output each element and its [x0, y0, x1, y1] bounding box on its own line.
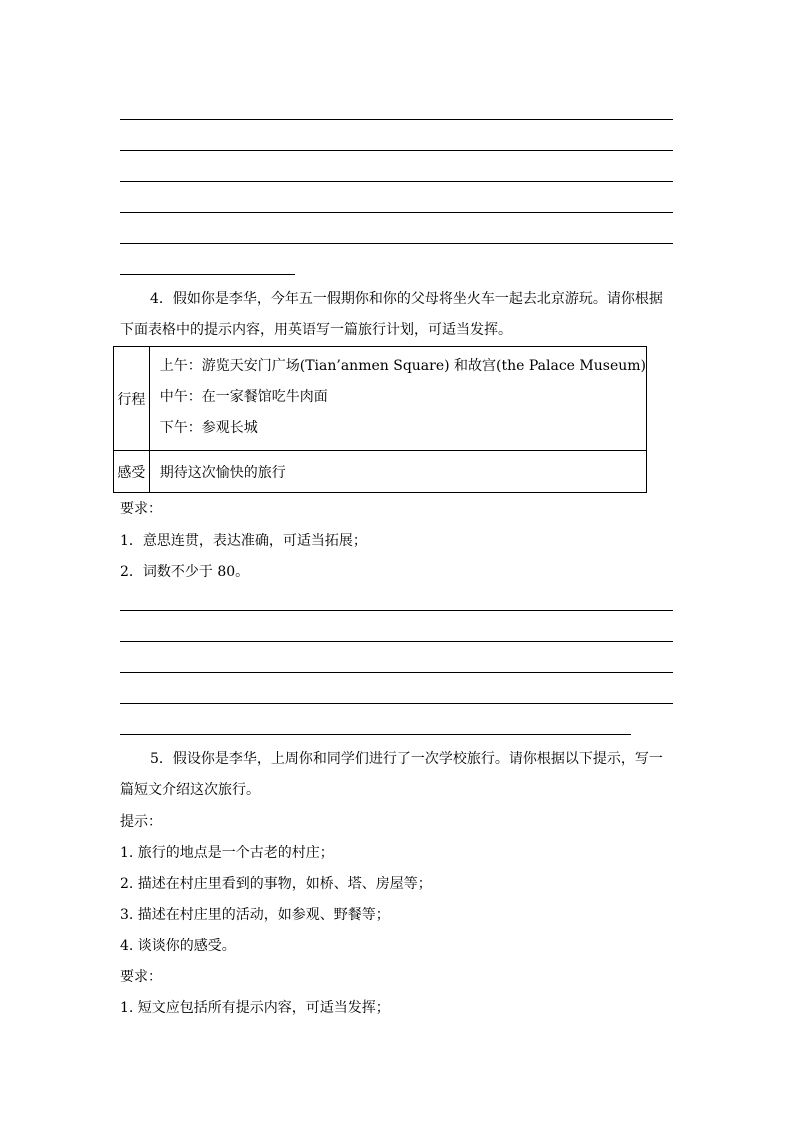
itinerary-label: 行程 [114, 347, 150, 451]
itinerary-content [149, 347, 646, 451]
q5-hint-3: 3. 描述在村庄里的活动，如参观、野餐等； [120, 907, 390, 923]
itinerary-morning: 上午：游览天安门广场(Tian’anmen Square) 和故宫(the Palace Museum) [159, 358, 646, 374]
q4-prompt-line2: 下面表格中的提示内容，用英语写一篇旅行计划，可适当发挥。 [120, 322, 512, 338]
answer-line-short [120, 734, 631, 735]
itinerary-afternoon: 下午：参观长城 [159, 420, 258, 436]
q4-requirements-label: 要求： [120, 501, 162, 517]
feeling-content: 期待这次愉快的旅行 [149, 451, 646, 493]
q5-prompt-line2: 篇短文介绍这次旅行。 [120, 782, 260, 798]
answer-line [120, 181, 673, 182]
q4-prompt-line1: 4．假如你是李华，今年五一假期你和你的父母将坐火车一起去北京游玩。请你根据 [150, 291, 663, 307]
q4-requirement-1: 1．意思连贯，表达准确，可适当拓展； [120, 533, 367, 549]
answer-line [120, 212, 673, 213]
feeling-row [114, 451, 647, 493]
q5-prompt-line1: 5．假设你是李华，上周你和同学们进行了一次学校旅行。请你根据以下提示，写一 [150, 751, 663, 767]
q5-hint-1: 1. 旅行的地点是一个古老的村庄； [120, 845, 334, 861]
answer-line-short [120, 274, 295, 275]
answer-line [120, 672, 673, 673]
feeling-label: 感受 [114, 451, 150, 493]
answer-line [120, 150, 673, 151]
answer-line [120, 243, 673, 244]
q5-requirements-label: 要求： [120, 969, 162, 985]
itinerary-noon: 中午：在一家餐馆吃牛肉面 [159, 389, 328, 405]
answer-line [120, 641, 673, 642]
itinerary-row [114, 347, 647, 451]
q5-hint-2: 2. 描述在村庄里看到的事物，如桥、塔、房屋等； [120, 876, 432, 892]
answer-line [120, 610, 673, 611]
answer-line [120, 703, 673, 704]
q5-hint-4: 4. 谈谈你的感受。 [120, 938, 236, 954]
answer-line [120, 119, 673, 120]
q5-hints-label: 提示： [120, 814, 162, 830]
q5-requirement-1: 1. 短文应包括所有提示内容，可适当发挥； [120, 1000, 390, 1016]
itinerary-table [113, 346, 647, 493]
q4-requirement-2: 2．词数不少于 80。 [120, 564, 250, 580]
